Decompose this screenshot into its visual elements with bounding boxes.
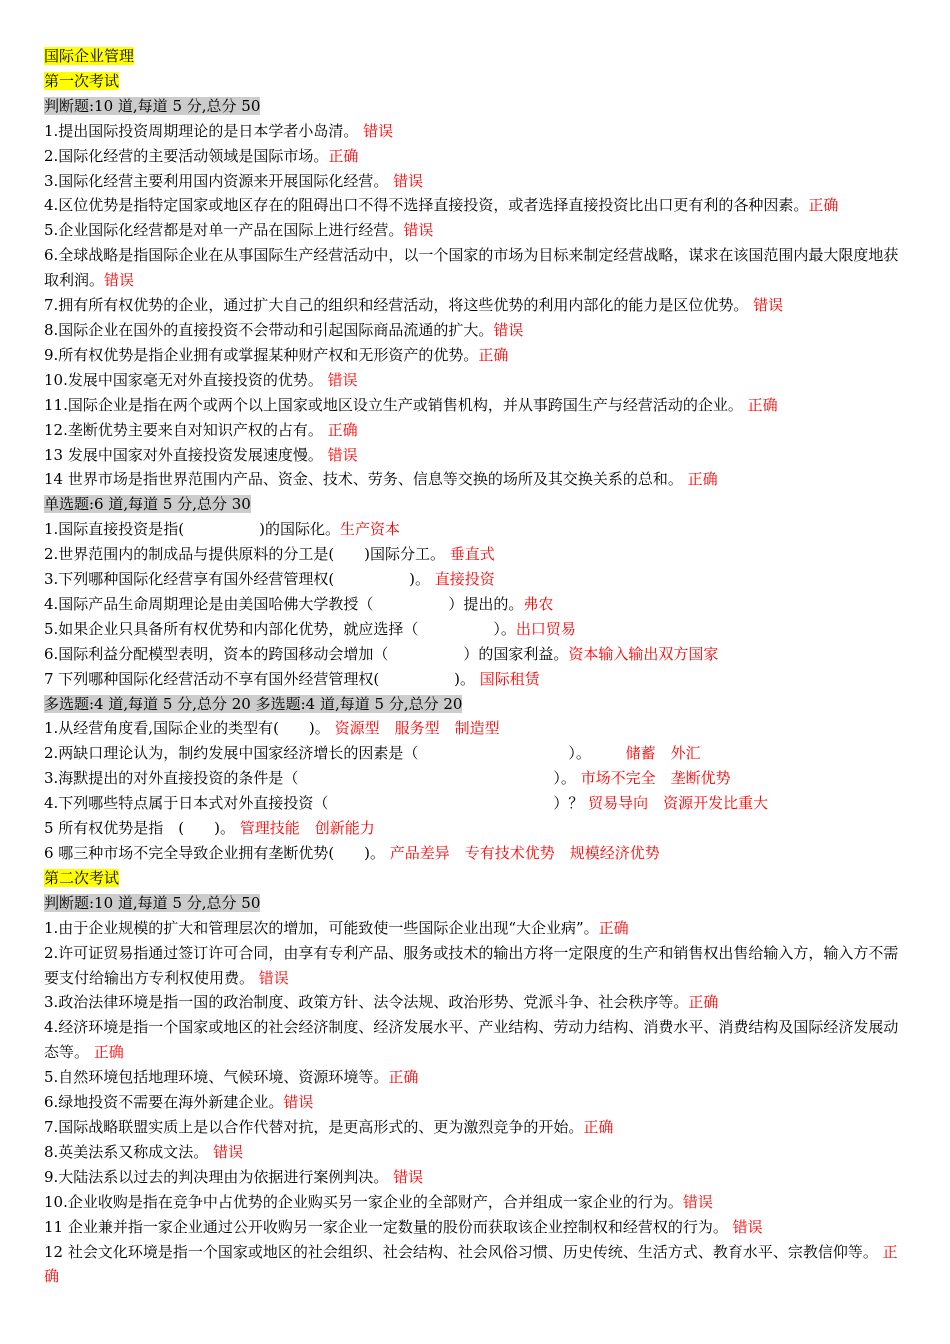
answer-text: 市场不完全 垄断优势: [580, 769, 731, 788]
answer-text: 垂直式: [449, 545, 495, 564]
question-text: 9.所有权优势是指企业拥有或掌握某种财产权和无形资产的优势。: [44, 345, 479, 364]
answer-text: 资源型 服务型 制造型: [334, 719, 500, 738]
question-item: [44, 1215, 906, 1240]
answer-text: 出口贸易: [515, 619, 576, 638]
question-text: 2.两缺口理论认为，制约发展中国家经济增长的因素是（ ）。: [44, 744, 626, 763]
exam2-title: 第二次考试: [44, 868, 120, 887]
question-text: 1.提出国际投资周期理论的是日本学者小岛清。: [44, 121, 364, 140]
question-text: 9.大陆法系以过去的判决理由为依据进行案例判决。: [44, 1167, 394, 1186]
question-item: [44, 816, 906, 841]
question-text: 2.世界范围内的制成品与提供原料的分工是( )国际分工。: [44, 545, 450, 564]
exam2-judge-header: 判断题:10 道,每道 5 分,总分 50: [44, 893, 261, 912]
question-text: 11 企业兼并指一家企业通过公开收购另一家企业一定数量的股份而获取该企业控制权和经营权的行为。: [44, 1217, 733, 1236]
question-text: 3.国际化经营主要利用国内资源来开展国际化经营。: [44, 171, 394, 190]
question-item: [44, 418, 906, 443]
question-item: [44, 467, 906, 492]
question-text: 1.由于企业规模的扩大和管理层次的增加，可能致使一些国际企业出现“大企业病”。: [44, 918, 599, 937]
answer-text: 直接投资: [434, 570, 495, 589]
question-item: [44, 667, 906, 692]
answer-text: 错误: [753, 296, 784, 315]
question-text: 3.海默提出的对外直接投资的条件是（ ）。: [44, 769, 581, 788]
question-item: [44, 542, 906, 567]
question-text: 6.绿地投资不需要在海外新建企业。: [44, 1093, 284, 1112]
question-item: [44, 293, 906, 318]
answer-text: 错误: [283, 1093, 314, 1112]
question-text: 2.许可证贸易指通过签订许可合同，由享有专利产品、服务或技术的输出方将一定限度的生产和销售权出售给输入方，输入方不需要支付给输出方专利权使用费。: [44, 943, 899, 987]
question-item: [44, 193, 906, 218]
question-item: [44, 1190, 906, 1215]
answer-text: 正确: [583, 1117, 614, 1136]
question-item: [44, 642, 906, 667]
question-text: 6.国际利益分配模型表明，资本的跨国移动会增加（ ）的国家利益。: [44, 644, 569, 663]
question-item: [44, 1090, 906, 1115]
answer-text: 错误: [732, 1217, 763, 1236]
question-text: 4.区位优势是指特定国家或地区存在的阻碍出口不得不选择直接投资，或者选择直接投资比出口更有利的各种因素。: [44, 196, 809, 215]
answer-text: 储蓄 外汇: [625, 744, 701, 763]
question-item: [44, 318, 906, 343]
question-text: 3.下列哪种国际化经营享有国外经营管理权( )。: [44, 570, 435, 589]
question-text: 5.如果企业只具备所有权优势和内部化优势，就应选择（ ）。: [44, 619, 516, 638]
question-text: 4.经济环境是指一个国家或地区的社会经济制度、经济发展水平、产业结构、劳动力结构、消费水平、消费结构及国际经济发展动态等。: [44, 1018, 899, 1062]
question-item: [44, 218, 906, 243]
question-item: [44, 741, 906, 766]
answer-text: 贸易导向 资源开发比重大: [588, 794, 769, 813]
question-text: 5 所有权优势是指 ( )。: [44, 819, 240, 838]
question-item: [44, 567, 906, 592]
answer-text: 国际租赁: [479, 669, 540, 688]
answer-text: 正确: [93, 1043, 124, 1062]
answer-text: 错误: [493, 320, 524, 339]
answer-text: 正确: [808, 196, 839, 215]
question-text: 5.企业国际化经营都是对单一产品在国际上进行经营。: [44, 221, 404, 240]
answer-text: 错误: [104, 271, 135, 290]
answer-text: 正确: [687, 470, 718, 489]
question-item: [44, 791, 906, 816]
question-text: 2.国际化经营的主要活动领域是国际市场。: [44, 146, 329, 165]
question-item: [44, 144, 906, 169]
question-item: [44, 990, 906, 1015]
answer-text: 正确: [478, 345, 509, 364]
answer-text: 弗农: [523, 594, 554, 613]
question-item: [44, 1165, 906, 1190]
exam1-judge-header: 判断题:10 道,每道 5 分,总分 50: [44, 96, 261, 115]
answer-text: 正确: [388, 1068, 419, 1087]
exam1-single-header: 单选题:6 道,每道 5 分,总分 30: [44, 495, 251, 514]
question-text: 8.国际企业在国外的直接投资不会带动和引起国际商品流通的扩大。: [44, 320, 494, 339]
question-item: [44, 1015, 906, 1065]
question-item: [44, 766, 906, 791]
document-title: 国际企业管理: [44, 47, 135, 65]
question-item: [44, 1065, 906, 1090]
question-text: 13 发展中国家对外直接投资发展速度慢。: [44, 445, 328, 464]
question-text: 10.发展中国家毫无对外直接投资的优势。: [44, 370, 328, 389]
question-item: [44, 1140, 906, 1165]
question-item: [44, 443, 906, 468]
answer-text: 错误: [213, 1142, 244, 1161]
question-item: [44, 916, 906, 941]
exam1-judge-list: [44, 119, 906, 493]
answer-text: 错误: [393, 171, 424, 190]
answer-text: 正确: [747, 395, 778, 414]
question-text: 11.国际企业是指在两个或两个以上国家或地区设立生产或销售机构，并从事跨国生产与经营活动的企业。: [44, 395, 748, 414]
question-text: 6 哪三种市场不完全导致企业拥有垄断优势( )。: [44, 844, 390, 862]
question-item: [44, 343, 906, 368]
exam1-title: 第一次考试: [44, 71, 120, 90]
answer-text: 管理技能 创新能力: [239, 819, 375, 838]
question-text: 3.政治法律环境是指一国的政治制度、政策方针、法令法规、政治形势、党派斗争、社会秩序等。: [44, 993, 689, 1012]
answer-text: 错误: [682, 1192, 713, 1211]
question-text: 14 世界市场是指世界范围内产品、资金、技术、劳务、信息等交换的场所及其交换关系的总和。: [44, 470, 688, 489]
question-text: 1.从经营角度看,国际企业的类型有( )。: [44, 719, 335, 738]
exam1-multi-header: 多选题:4 道,每道 5 分,总分 20 多选题:4 道,每道 5 分,总分 20: [44, 694, 463, 713]
question-item: [44, 941, 906, 991]
question-item: [44, 1240, 906, 1290]
exam1-multi-list: [44, 716, 906, 865]
answer-text: 资本输入输出双方国家: [568, 644, 719, 663]
answer-text: 产品差异 专有技术优势 规模经济优势: [389, 844, 660, 862]
question-text: 12 社会文化环境是指一个国家或地区的社会组织、社会结构、社会风俗习惯、历史传统、生活方式、教育水平、宗教信仰等。: [44, 1242, 883, 1261]
answer-text: 正确: [327, 420, 358, 439]
question-text: 4.下列哪些特点属于日本式对外直接投资（ ）？: [44, 794, 589, 813]
answer-text: 正确: [328, 146, 359, 165]
question-text: 7.拥有所有权优势的企业，通过扩大自己的组织和经营活动，将这些优势的利用内部化的能力是区位优势。: [44, 296, 754, 315]
question-item: [44, 169, 906, 194]
question-item: [44, 617, 906, 642]
question-item: [44, 243, 906, 293]
answer-text: 生产资本: [340, 520, 401, 539]
answer-text: 正确: [688, 993, 719, 1012]
answer-text: 错误: [258, 968, 289, 987]
question-item: [44, 517, 906, 542]
answer-text: 错误: [327, 445, 358, 464]
answer-text: 错误: [327, 370, 358, 389]
question-text: 4.国际产品生命周期理论是由美国哈佛大学教授（ ）提出的。: [44, 594, 524, 613]
question-text: 7.国际战略联盟实质上是以合作代替对抗，是更高形式的、更为激烈竞争的开始。: [44, 1117, 584, 1136]
document-page: [44, 44, 906, 1289]
exam2-judge-list: [44, 916, 906, 1290]
question-item: [44, 592, 906, 617]
answer-text: 正确: [44, 1242, 898, 1286]
answer-text: 正确: [598, 918, 629, 937]
question-text: 6.全球战略是指国际企业在从事国际生产经营活动中，以一个国家的市场为目标来制定经营战略，谋求在该国范围内最大限度地获取利润。: [44, 246, 899, 290]
question-item: [44, 393, 906, 418]
answer-text: 错误: [363, 121, 394, 140]
question-text: 10.企业收购是指在竞争中占优势的企业购买另一家企业的全部财产，合并组成一家企业的行为。: [44, 1192, 683, 1211]
question-item: [44, 1115, 906, 1140]
question-text: 5.自然环境包括地理环境、气候环境、资源环境等。: [44, 1068, 389, 1087]
question-text: 12.垄断优势主要来自对知识产权的占有。: [44, 420, 328, 439]
question-text: 8.英美法系又称成文法。: [44, 1142, 214, 1161]
answer-text: 错误: [403, 221, 434, 240]
question-text: 7 下列哪种国际化经营活动不享有国外经营管理权( )。: [44, 669, 480, 688]
question-text: 1.国际直接投资是指( )的国际化。: [44, 520, 341, 539]
question-item: [44, 119, 906, 144]
question-item: [44, 716, 906, 741]
exam1-single-list: [44, 517, 906, 691]
question-item: [44, 368, 906, 393]
question-item: [44, 841, 906, 866]
answer-text: 错误: [393, 1167, 424, 1186]
